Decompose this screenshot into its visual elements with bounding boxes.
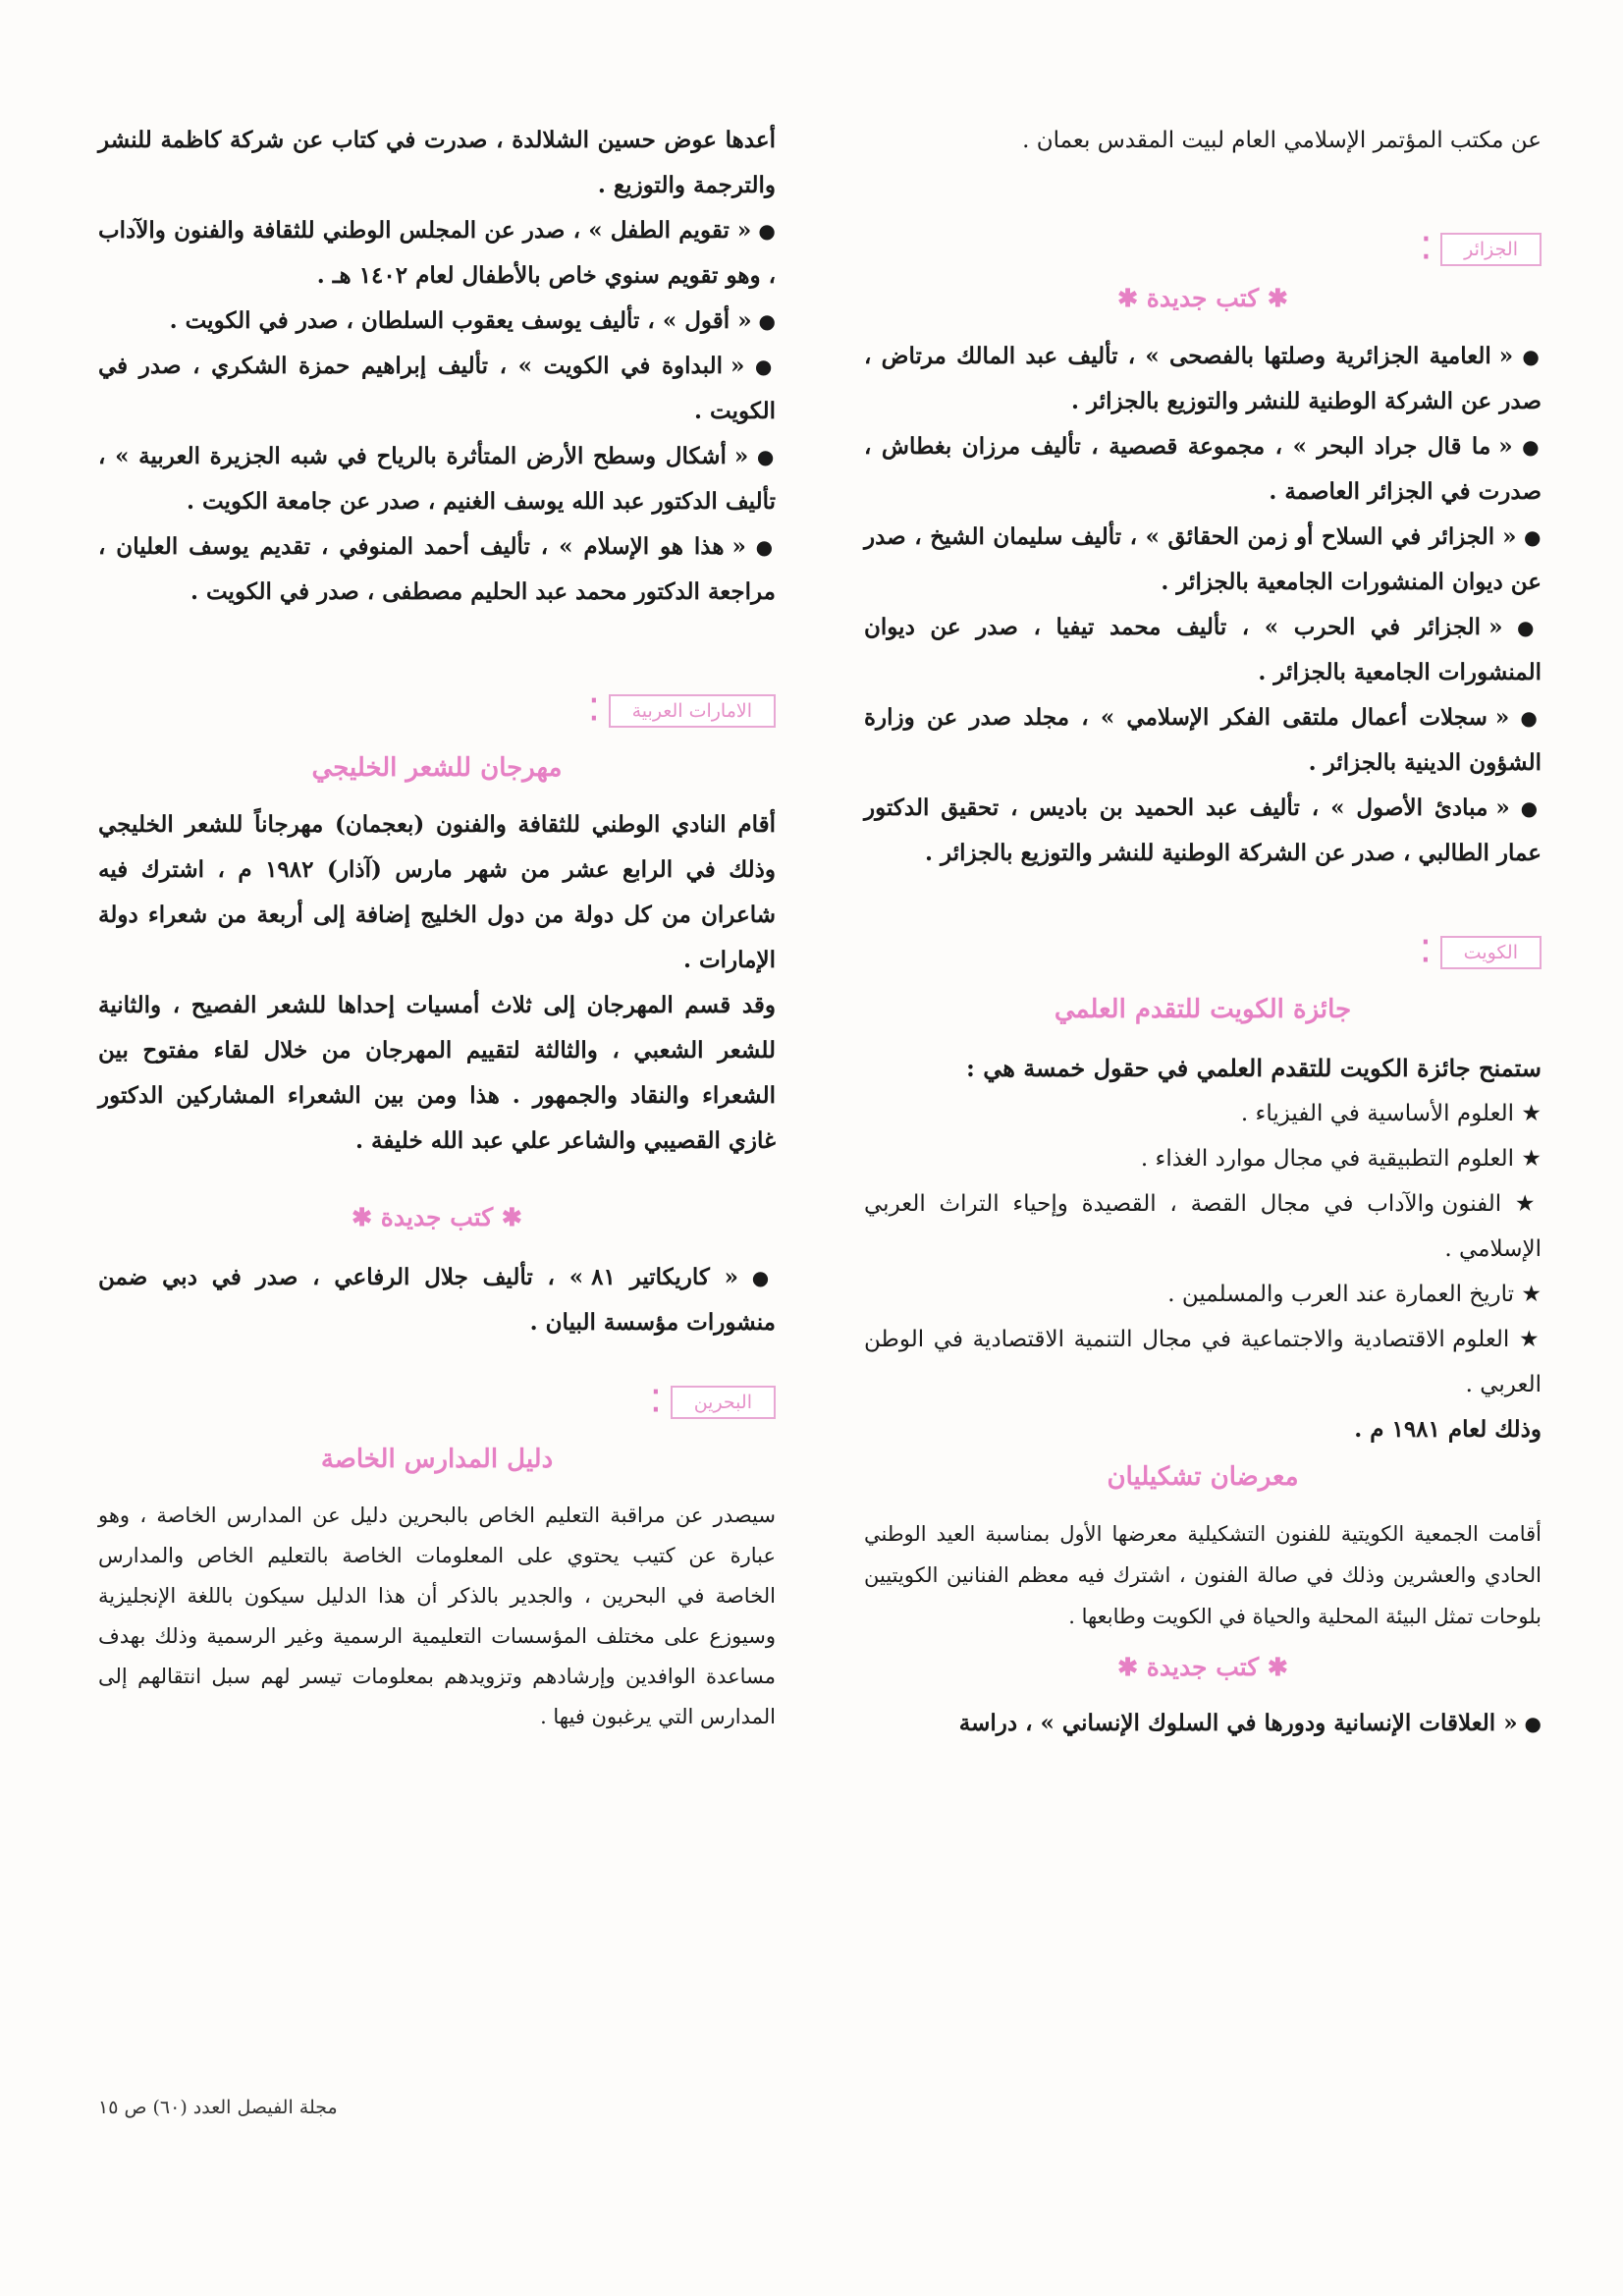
section-marker-icon: ⁚ <box>651 1385 661 1419</box>
algeria-book-item: ● « الجزائر في السلاح أو زمن الحقائق » ، تأليف سليمان الشيخ ، صدر عن ديوان المنشورات الجامعية بالجزائر . <box>864 515 1542 605</box>
right-column <box>864 118 1542 1746</box>
left-column <box>98 118 776 1737</box>
prize-field-item: ★ العلوم التطبيقية في مجال موارد الغذاء . <box>864 1136 1542 1181</box>
algeria-book-item: ● « ما قال جراد البحر » ، مجموعة قصصية ، تأليف مرزان بغطاش ، صدرت في الجزائر العاصمة . <box>864 424 1542 515</box>
section-tag-kuwait <box>864 935 1542 969</box>
section-marker-icon: ⁚ <box>589 693 599 728</box>
exhibitions-title: معرضان تشكيليان <box>1107 1462 1299 1492</box>
intro-text: عن مكتب المؤتمر الإسلامي العام لبيت المقدس بعمان . <box>1022 128 1542 153</box>
uae-books-subtitle: ✱ كتب جديدة ✱ <box>352 1203 522 1231</box>
algeria-book-item: ● « مبادئ الأصول » ، تأليف عبد الحميد بن باديس ، تحقيق الدكتور عمار الطالبي ، صدر عن الشركة الوطنية للنشر والتوزيع بالجزائر . <box>864 786 1542 876</box>
prize-field-item: ★ العلوم الاقتصادية والاجتماعية في مجال التنمية الاقتصادية في الوطن العربي . <box>864 1317 1542 1407</box>
kuwait-book-item: ● « أشكال وسطح الأرض المتأثرة بالرياح في شبه الجزيرة العربية » ، تأليف الدكتور عبد الله يوسف الغنيم ، صدر عن جامعة الكويت . <box>98 434 776 524</box>
kuwait-book-item: ● « البداوة في الكويت » ، تأليف إبراهيم حمزة الشكري ، صدر في الكويت . <box>98 344 776 434</box>
exhibitions-text: أقامت الجمعية الكويتية للفنون التشكيلية معرضها الأول بمناسبة العيد الوطني الحادي والعشرين وذلك في صالة الفنون ، اشترك فيه معظم الفنانين الكويتيين بلوحات تمثل البيئة المحلية والحياة في الكويت وطابعها . <box>864 1522 1542 1628</box>
algeria-books-subtitle: ✱ كتب جديدة ✱ <box>1117 284 1288 312</box>
bahrain-guide-text: سيصدر عن مراقبة التعليم الخاص بالبحرين دليل عن المدارس الخاصة ، وهو عبارة عن كتيب يحتوي على المعلومات الخاصة بالتعليم الخاص والمدارس الخاصة في البحرين ، والجدير بالذكر أن هذا الدليل سيكون باللغة الإنجليزية وسيوزع على مختلف المؤسسات التعليمية الرسمية وغير الرسمية وذلك بهدف مساعدة الوافدين وإرشادهم وتزويدهم بمعلومات تيسر لهم سبل انتقالهم إلى المدارس التي يرغبون فيها . <box>98 1503 776 1728</box>
kuwait-book-item: ● « هذا هو الإسلام » ، تأليف أحمد المنوفي ، تقديم يوسف العليان ، مراجعة الدكتور محمد عبد الحليم مصطفى ، صدر في الكويت . <box>98 524 776 615</box>
uae-festival-p2: وقد قسم المهرجان إلى ثلاث أمسيات إحداها للشعر الفصيح ، والثانية للشعر الشعبي ، والثالثة لتقييم المهرجان من خلال لقاء مفتوح بين الشعراء والنقاد والجمهور . هذا ومن بين الشعراء المشاركين الدكتور غازي القصيبي والشاعر علي عبد الله خليفة . <box>98 992 776 1154</box>
kuwait-prize-title: جائزة الكويت للتقدم العلمي <box>1054 995 1352 1024</box>
algeria-book-item: ● « العامية الجزائرية وصلتها بالفصحى » ، تأليف عبد المالك مرتاض ، صدر عن الشركة الوطنية للنشر والتوزيع بالجزائر . <box>864 334 1542 424</box>
prize-field-item: ★ تاريخ العمارة عند العرب والمسلمين . <box>864 1272 1542 1317</box>
algeria-tag-label: الجزائر <box>1440 233 1542 266</box>
prize-field-item: ★ الفنون والآداب في مجال القصة ، القصيدة وإحياء التراث العربي الإسلامي . <box>864 1181 1542 1272</box>
kuwait-book-item: ● « أقول » ، تأليف يوسف يعقوب السلطان ، صدر في الكويت . <box>98 299 776 344</box>
kuwait-prize-lead: ستمنح جائزة الكويت للتقدم العلمي في حقول خمسة هي : <box>966 1054 1542 1082</box>
uae-book-item: ● « كاريكاتير ٨١ » ، تأليف جلال الرفاعي ، صدر في دبي ضمن منشورات مؤسسة البيان . <box>98 1255 776 1345</box>
uae-festival-p1: أقام النادي الوطني للثقافة والفنون (بعجمان) مهرجاناً للشعر الخليجي وذلك في الرابع عشر من شهر مارس (آذار) ١٩٨٢ م ، اشترك فيه شاعران من كل دولة من دول الخليج إضافة إلى أربعة من شعراء دولة الإمارات . <box>98 811 776 973</box>
kuwait-tag-label: الكويت <box>1440 936 1542 969</box>
continued-text: أعدها عوض حسين الشلالدة ، صدرت في كتاب عن شركة كاظمة للنشر والترجمة والتوزيع . <box>98 127 776 198</box>
algeria-book-item: ● « الجزائر في الحرب » ، تأليف محمد تيفيا ، صدر عن ديوان المنشورات الجامعية بالجزائر . <box>864 605 1542 695</box>
kuwait-book-item: ● « تقويم الطفل » ، صدر عن المجلس الوطني للثقافة والفنون والآداب ، وهو تقويم سنوي خاص بالأطفال لعام ١٤٠٢ هـ . <box>98 208 776 299</box>
prize-field-item: ★ العلوم الأساسية في الفيزياء . <box>864 1091 1542 1136</box>
algeria-book-item: ● « سجلات أعمال ملتقى الفكر الإسلامي » ، مجلد صدر عن وزارة الشؤون الدينية بالجزائر . <box>864 695 1542 786</box>
section-marker-icon: ⁚ <box>1421 232 1432 266</box>
prize-year-note: وذلك لعام ١٩٨١ م . <box>1354 1416 1542 1443</box>
page-footer: مجلة الفيصل العدد (٦٠) ص ١٥ <box>98 2097 338 2118</box>
uae-festival-title: مهرجان للشعر الخليجي <box>311 753 563 783</box>
section-marker-icon: ⁚ <box>1421 935 1431 969</box>
section-tag-algeria <box>864 232 1542 266</box>
bahrain-tag-label: البحرين <box>671 1386 776 1419</box>
kuwait-book-item: ● « العلاقات الإنسانية ودورها في السلوك الإنساني » ، دراسة <box>864 1701 1542 1746</box>
kuwait-books-subtitle: ✱ كتب جديدة ✱ <box>1117 1653 1288 1681</box>
section-tag-bahrain <box>98 1385 776 1419</box>
bahrain-guide-title: دليل المدارس الخاصة <box>320 1445 554 1474</box>
uae-tag-label: الامارات العربية <box>609 694 776 728</box>
section-tag-uae <box>98 693 776 728</box>
